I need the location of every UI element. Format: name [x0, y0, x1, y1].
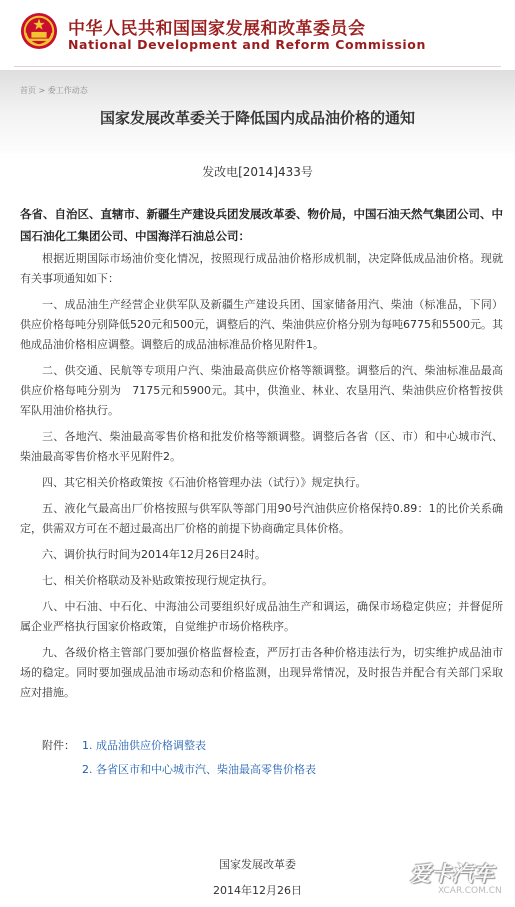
paragraph-item-1: 一、成品油生产经营企业供军队及新疆生产建设兵团、国家储备用汽、柴油（标准品，下同）供应价格每吨分别降低520元和500元，调整后的汽、柴油供应价格分别为每吨6775和5500元。其他成品油价格相应调整。调整后的成品油标准品价格见附件1。 — [20, 298, 503, 351]
national-emblem-icon — [20, 12, 58, 50]
paragraph-item-8: 八、中石油、中石化、中海油公司要组织好成品油生产和调运，确保市场稳定供应；并督促所属企业严格执行国家价格政策，自觉维护市场价格秩序。 — [20, 600, 503, 633]
paragraph-item-2: 二、供交通、民航等专项用户汽、柴油最高供应价格等额调整。调整后的汽、柴油标准品最高供应价格每吨分别为 7175元和5900元。其中，供渔业、林业、农垦用汽、柴油供应价格暂按供军队用油价格执行。 — [20, 364, 503, 417]
org-name-en: National Development and Reform Commission — [68, 37, 426, 52]
paragraph-item-5: 五、液化气最高出厂价格按照与供军队等部门用90号汽油供应价格保持0.89：1的比价关系确定，供需双方可在不超过最高出厂价格的前提下协商确定具体价格。 — [20, 502, 503, 535]
signature-org: 国家发展改革委 — [219, 858, 296, 871]
breadcrumb-home-link[interactable]: 首页 — [20, 86, 36, 95]
article-body — [20, 203, 503, 709]
paragraph-intro: 根据近期国际市场油价变化情况，按照现行成品油价格形成机制，决定降低成品油价格。现就有关事项通知如下： — [20, 252, 503, 285]
attachment-link-1[interactable]: 1. 成品油供应价格调整表 — [82, 739, 206, 752]
watermark-domain: XCAR.COM.CN — [438, 886, 502, 896]
header-divider — [14, 66, 501, 67]
site-header — [0, 0, 515, 70]
breadcrumb-section-link[interactable]: 委工作动态 — [47, 86, 88, 95]
attachments-label: 附件： — [42, 739, 75, 752]
paragraph-item-7: 七、相关价格联动及补贴政策按现行规定执行。 — [42, 574, 273, 587]
document-number: 发改电[2014]433号 — [202, 165, 313, 179]
breadcrumb — [20, 85, 88, 96]
paragraph-item-4: 四、其它相关价格政策按《石油价格管理办法（试行）》规定执行。 — [42, 476, 367, 489]
signature-date: 2014年12月26日 — [213, 884, 302, 897]
attachments — [42, 736, 316, 784]
paragraph-item-9: 九、各级价格主管部门要加强价格监督检查，严厉打击各种价格违法行为，切实维护成品油市场的稳定。同时要加强成品油市场动态和价格监测，出现异常情况，及时报告并配合有关部门采取应对措施。 — [20, 646, 503, 699]
watermark-logo — [410, 858, 510, 904]
watermark-brand: 爱卡汽车 — [410, 862, 494, 886]
org-name-cn: 中华人民共和国国家发展和改革委员会 — [68, 19, 366, 39]
paragraph-item-3: 三、各地汽、柴油最高零售价格和批发价格等额调整。调整后各省（区、市）和中心城市汽、柴油最高零售价格水平见附件2。 — [20, 430, 503, 463]
attachment-link-2[interactable]: 2. 各省区市和中心城市汽、柴油最高零售价格表 — [82, 763, 316, 776]
recipients: 各省、自治区、直辖市、新疆生产建设兵团发展改革委、物价局，中国石油天然气集团公司、中国石油化工集团公司、中国海洋石油总公司： — [20, 207, 503, 243]
page-title: 国家发展改革委关于降低国内成品油价格的通知 — [99, 109, 415, 127]
paragraph-item-6: 六、调价执行时间为2014年12月26日24时。 — [42, 548, 266, 561]
breadcrumb-separator: > — [38, 86, 46, 95]
